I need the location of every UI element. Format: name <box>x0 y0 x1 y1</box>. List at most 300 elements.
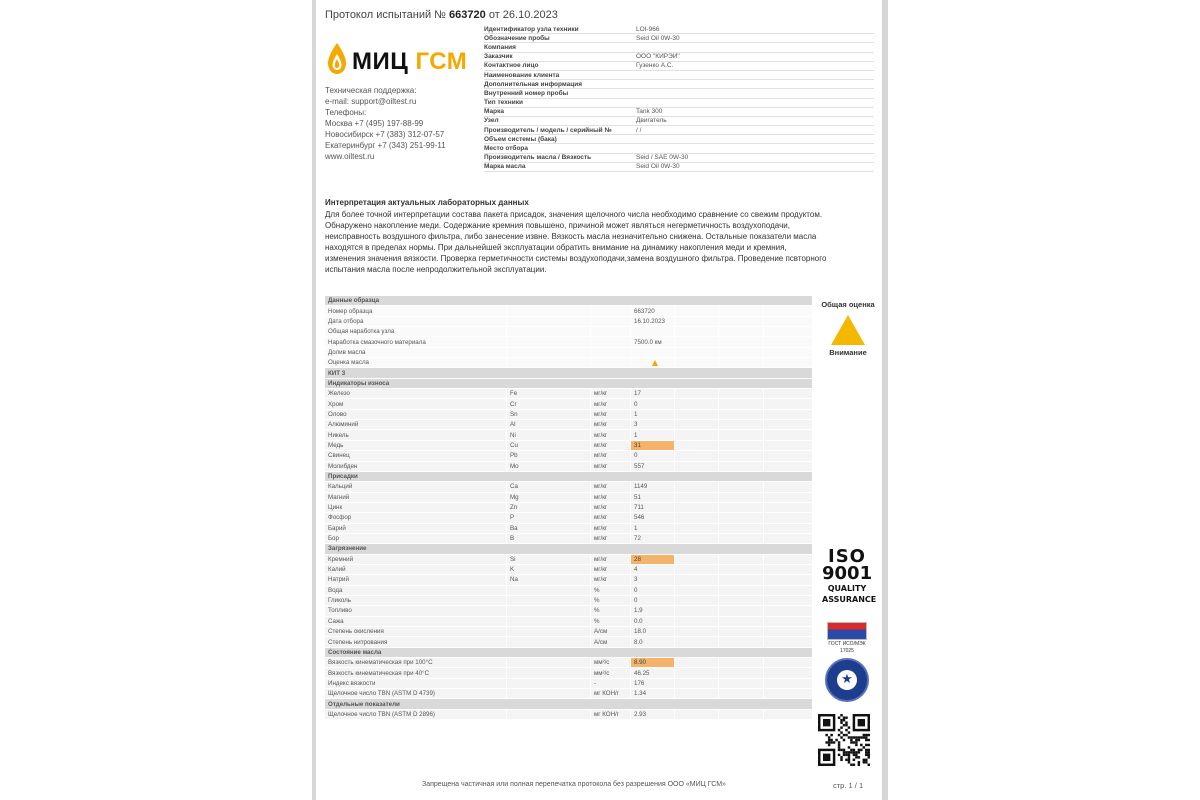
empty-cell <box>675 410 719 419</box>
info-label: Марка <box>484 108 504 116</box>
parameter-value: 1.34 <box>631 689 675 698</box>
table-row <box>325 430 812 440</box>
star-icon: ★ <box>841 671 853 686</box>
parameter-name: Хром <box>325 399 507 408</box>
parameter-symbol: Zn <box>507 503 591 512</box>
empty-cell <box>764 493 812 502</box>
sample-row <box>325 306 812 316</box>
empty-cell <box>591 317 631 326</box>
parameter-name: Бор <box>325 534 507 543</box>
interpretation-line: Для более точной интерпретации состава пакета присадок, значения щелочного числа необходимо сравнение со свежим продуктом. <box>325 210 823 219</box>
logo-part2: ГСМ <box>415 48 468 75</box>
empty-cell <box>764 627 812 636</box>
empty-cell <box>675 389 719 398</box>
empty-cell <box>675 679 719 688</box>
protocol-title <box>325 9 558 21</box>
empty-cell <box>719 710 764 719</box>
rating-label: Общая оценка <box>821 300 875 309</box>
parameter-value: 0 <box>631 586 675 595</box>
empty-cell <box>719 503 764 512</box>
empty-cell <box>719 524 764 533</box>
empty-cell <box>719 606 764 615</box>
warning-triangle-icon <box>831 315 865 345</box>
sample-field-name: Номер образца <box>325 306 507 315</box>
empty-cell <box>764 399 812 408</box>
table-row <box>325 575 812 585</box>
empty-cell <box>719 586 764 595</box>
title-prefix: Протокол испытаний № <box>325 9 446 21</box>
certification-seal-icon <box>825 658 869 702</box>
parameter-name: Степень нитрования <box>325 637 507 646</box>
parameter-unit: мг/кг <box>591 493 631 502</box>
section-title: Отдельные показатели <box>328 700 400 708</box>
empty-cell <box>719 410 764 419</box>
sample-field-value: 663720 <box>631 306 675 315</box>
parameter-name: Щелочное число TBN (ASTM D 4739) <box>325 689 507 698</box>
parameter-symbol <box>507 596 591 605</box>
empty-cell <box>719 389 764 398</box>
empty-cell <box>507 348 591 357</box>
empty-cell <box>675 358 719 367</box>
parameter-symbol: Pb <box>507 451 591 460</box>
empty-cell <box>719 668 764 677</box>
empty-cell <box>507 306 591 315</box>
parameter-name: Щелочное число TBN (ASTM D 2896) <box>325 710 507 719</box>
empty-cell <box>675 668 719 677</box>
parameter-unit: мм²/с <box>591 668 631 677</box>
parameter-unit: мг/кг <box>591 524 631 533</box>
empty-cell <box>719 689 764 698</box>
table-row <box>325 586 812 596</box>
empty-cell <box>719 637 764 646</box>
empty-cell <box>719 627 764 636</box>
parameter-symbol: Cr <box>507 399 591 408</box>
parameter-symbol: Si <box>507 555 591 564</box>
table-row <box>325 534 812 544</box>
empty-cell <box>719 658 764 667</box>
empty-cell <box>675 627 719 636</box>
empty-cell <box>764 689 812 698</box>
table-row <box>325 420 812 430</box>
empty-cell <box>764 710 812 719</box>
parameter-name: Алюминий <box>325 420 507 429</box>
parameter-value: 1.9 <box>631 606 675 615</box>
parameter-value: 18.0 <box>631 627 675 636</box>
contact-line: Телефоны: <box>325 108 367 117</box>
empty-cell <box>675 462 719 471</box>
table-row <box>325 462 812 472</box>
info-label: Тип техники <box>484 99 523 107</box>
info-row <box>484 99 874 108</box>
info-label: Место отбора <box>484 145 528 153</box>
info-row <box>484 108 874 117</box>
section-header <box>325 296 812 306</box>
empty-cell <box>675 306 719 315</box>
section-title: КИТ 3 <box>328 369 346 377</box>
section-title: Данные образца <box>328 297 380 305</box>
empty-cell <box>675 658 719 667</box>
parameter-unit: мг/кг <box>591 430 631 439</box>
empty-cell <box>507 358 591 367</box>
info-value: Seid / SAE 0W-30 <box>636 154 689 162</box>
parameter-value: 17 <box>631 389 675 398</box>
empty-cell <box>764 575 812 584</box>
parameter-name: Олово <box>325 410 507 419</box>
empty-cell <box>764 658 812 667</box>
parameter-symbol <box>507 689 591 698</box>
parameter-value: 546 <box>631 513 675 522</box>
empty-cell <box>764 451 812 460</box>
interpretation-block <box>325 197 870 275</box>
empty-cell <box>719 462 764 471</box>
empty-cell <box>719 555 764 564</box>
empty-cell <box>764 420 812 429</box>
parameter-name: Топливо <box>325 606 507 615</box>
parameter-value: 0 <box>631 399 675 408</box>
interpretation-line: испытания масла после непродолжительной эксплуатации. <box>325 265 547 274</box>
page-number: стр. 1 / 1 <box>833 781 864 790</box>
empty-cell <box>764 410 812 419</box>
table-row <box>325 658 812 668</box>
section-header <box>325 544 812 554</box>
info-row <box>484 144 874 153</box>
seal-center <box>837 670 857 690</box>
info-label: Заказчик <box>484 53 513 61</box>
info-row <box>484 43 874 52</box>
parameter-name: Магний <box>325 493 507 502</box>
company-logo <box>326 42 476 82</box>
info-label: Узел <box>484 117 499 125</box>
section-title: Присадки <box>328 473 358 481</box>
iso-line: ISO <box>828 546 866 567</box>
table-row <box>325 668 812 678</box>
empty-cell <box>764 337 812 346</box>
parameter-unit: мм²/с <box>591 658 631 667</box>
parameter-value: 1 <box>631 410 675 419</box>
qr-code[interactable] <box>818 714 870 766</box>
info-row <box>484 89 874 98</box>
gost-line: 17025 <box>840 648 854 654</box>
parameter-unit: мг КОН/г <box>591 689 631 698</box>
table-row <box>325 399 812 409</box>
parameter-symbol: Ba <box>507 524 591 533</box>
info-label: Внутренний номер пробы <box>484 89 569 97</box>
empty-cell <box>675 637 719 646</box>
info-row <box>484 154 874 163</box>
interpretation-line: Обнаружено накопление меди. Содержание кремния повышено, причиной может являться негерметичность воздухоподачи, <box>325 221 790 230</box>
right-scrollbar[interactable] <box>882 0 888 800</box>
info-label: Производитель масла / Вязкость <box>484 154 592 162</box>
parameter-value: 3 <box>631 575 675 584</box>
empty-cell <box>675 399 719 408</box>
empty-cell <box>675 493 719 502</box>
iso-line: 9001 <box>822 563 873 584</box>
parameter-value: 557 <box>631 462 675 471</box>
empty-cell <box>764 513 812 522</box>
sample-field-name: Оценка масла <box>325 358 507 367</box>
parameter-value-flagged: 28 <box>631 555 675 564</box>
gost-line: ГОСТ ИСО/МЭК <box>828 641 866 647</box>
table-row <box>325 689 812 699</box>
empty-cell <box>719 441 764 450</box>
info-label: Марка масла <box>484 163 526 171</box>
parameter-symbol <box>507 668 591 677</box>
parameter-name: Медь <box>325 441 507 450</box>
empty-cell <box>764 606 812 615</box>
info-value: / / <box>636 126 642 134</box>
overall-rating <box>814 300 882 357</box>
parameter-unit: мг/кг <box>591 451 631 460</box>
parameter-symbol: Cu <box>507 441 591 450</box>
parameter-value: 1149 <box>631 482 675 491</box>
parameter-symbol: Ca <box>507 482 591 491</box>
parameter-unit: А/см <box>591 637 631 646</box>
parameter-value: 4 <box>631 565 675 574</box>
empty-cell <box>719 348 764 357</box>
empty-cell <box>719 306 764 315</box>
empty-cell <box>675 503 719 512</box>
empty-cell <box>764 555 812 564</box>
info-row <box>484 117 874 126</box>
parameter-symbol: Na <box>507 575 591 584</box>
table-row <box>325 524 812 534</box>
contacts-block <box>325 85 446 162</box>
empty-cell <box>675 606 719 615</box>
info-value: Seid Oil 0W-30 <box>636 34 680 42</box>
table-row <box>325 637 812 647</box>
info-value: LOI-966 <box>636 25 660 33</box>
contact-website[interactable]: www.oiltest.ru <box>325 152 375 161</box>
contact-line: Техническая поддержка: <box>325 86 417 95</box>
contact-email[interactable]: e-mail: support@oiltest.ru <box>325 97 417 106</box>
sample-field-value <box>631 348 675 357</box>
parameter-name: Свинец <box>325 451 507 460</box>
iso-line: QUALITY <box>827 584 867 593</box>
table-row <box>325 513 812 523</box>
empty-cell <box>675 420 719 429</box>
empty-cell <box>764 348 812 357</box>
empty-cell <box>764 637 812 646</box>
empty-cell <box>591 327 631 336</box>
empty-cell <box>719 534 764 543</box>
empty-cell <box>764 358 812 367</box>
empty-cell <box>764 534 812 543</box>
parameter-name: Калий <box>325 565 507 574</box>
protocol-number: 663720 <box>449 9 486 21</box>
empty-cell <box>764 668 812 677</box>
section-header <box>325 648 812 658</box>
parameter-symbol: Mo <box>507 462 591 471</box>
parameter-unit: % <box>591 596 631 605</box>
sample-field-name: Наработка смазочного материала <box>325 337 507 346</box>
parameter-name: Вязкость кинематическая при 40°C <box>325 668 507 677</box>
info-row <box>484 126 874 135</box>
empty-cell <box>764 389 812 398</box>
parameter-symbol <box>507 637 591 646</box>
info-row <box>484 163 874 172</box>
empty-cell <box>675 617 719 626</box>
parameter-symbol: Al <box>507 420 591 429</box>
parameter-name: Кальций <box>325 482 507 491</box>
parameter-value: 3 <box>631 420 675 429</box>
section-header <box>325 699 812 709</box>
section-header <box>325 472 812 482</box>
parameter-name: Фосфор <box>325 513 507 522</box>
parameter-unit: мг/кг <box>591 534 631 543</box>
parameter-unit: мг/кг <box>591 420 631 429</box>
parameter-value: 51 <box>631 493 675 502</box>
empty-cell <box>675 482 719 491</box>
empty-cell <box>675 441 719 450</box>
parameter-symbol: Fe <box>507 389 591 398</box>
info-label: Производитель / модель / серийный № <box>484 126 612 134</box>
parameter-name: Железо <box>325 389 507 398</box>
info-value: Tank 300 <box>636 108 663 116</box>
empty-cell <box>507 327 591 336</box>
empty-cell <box>591 337 631 346</box>
section-title: Состояние масла <box>328 648 382 656</box>
parameter-value: 1 <box>631 430 675 439</box>
empty-cell <box>764 617 812 626</box>
parameter-value: 8.0 <box>631 637 675 646</box>
empty-cell <box>675 555 719 564</box>
empty-cell <box>719 493 764 502</box>
parameter-unit: А/см <box>591 627 631 636</box>
info-label: Компания <box>484 43 516 51</box>
info-label: Обозначение пробы <box>484 34 550 42</box>
info-row <box>484 53 874 62</box>
parameter-symbol: P <box>507 513 591 522</box>
parameter-name: Вязкость кинематическая при 100°C <box>325 658 507 667</box>
empty-cell <box>675 586 719 595</box>
logo-part1: МИЦ <box>352 48 409 75</box>
rating-status: Внимание <box>829 348 867 357</box>
parameter-name: Цинк <box>325 503 507 512</box>
empty-cell <box>764 679 812 688</box>
empty-cell <box>719 596 764 605</box>
iso-line: ASSURANCE <box>822 595 877 604</box>
sample-row <box>325 327 812 337</box>
parameter-value-flagged: 31 <box>631 441 675 450</box>
parameter-value: 0 <box>631 596 675 605</box>
sample-field-value <box>631 327 675 336</box>
parameter-value: 72 <box>631 534 675 543</box>
logo-wordmark <box>352 48 467 76</box>
table-row <box>325 606 812 616</box>
empty-cell <box>675 596 719 605</box>
table-row <box>325 451 812 461</box>
empty-cell <box>719 430 764 439</box>
interpretation-line: изменения значения вязкости. Проверка герметичности системы воздухоподачи,замена воздушного фильтра. Проведение псвторного <box>325 254 827 263</box>
info-value: ООО "КИРЭЙ" <box>636 53 680 61</box>
parameter-name: Вода <box>325 586 507 595</box>
parameter-unit: мг КОН/г <box>591 710 631 719</box>
sample-info-table <box>484 25 874 172</box>
empty-cell <box>591 358 631 367</box>
sample-field-name: Долив масла <box>325 348 507 357</box>
parameter-value: 176 <box>631 679 675 688</box>
parameter-unit: мг/кг <box>591 503 631 512</box>
sample-field-value <box>631 358 675 367</box>
empty-cell <box>675 337 719 346</box>
empty-cell <box>719 317 764 326</box>
oil-drop-icon <box>326 42 348 76</box>
parameter-symbol <box>507 586 591 595</box>
empty-cell <box>675 348 719 357</box>
parameter-unit: мг/кг <box>591 565 631 574</box>
interpretation-line: неисправность воздушного фильтра, либо занесение извне. Вязкость масла незначительно снижена. Остальные показатели масла <box>325 232 817 241</box>
parameter-name: Индекс вязкости <box>325 679 507 688</box>
empty-cell <box>764 586 812 595</box>
empty-cell <box>719 679 764 688</box>
empty-cell <box>719 327 764 336</box>
empty-cell <box>675 327 719 336</box>
empty-cell <box>675 317 719 326</box>
gost-accreditation-badge <box>824 622 870 654</box>
parameter-unit: мг/кг <box>591 575 631 584</box>
parameter-value: 1 <box>631 524 675 533</box>
parameter-unit: мг/кг <box>591 410 631 419</box>
sample-row <box>325 358 812 368</box>
footer-notice: Запрещена частичная или полная перепечатка протокола без разрешения ООО «МИЦ ГСМ» <box>422 781 726 788</box>
empty-cell <box>719 565 764 574</box>
parameter-unit: % <box>591 617 631 626</box>
empty-cell <box>719 420 764 429</box>
empty-cell <box>591 348 631 357</box>
empty-cell <box>764 503 812 512</box>
empty-cell <box>675 575 719 584</box>
parameter-symbol: Ni <box>507 430 591 439</box>
document-page <box>316 0 882 800</box>
parameter-symbol <box>507 627 591 636</box>
sample-field-name: Общая наработка узла <box>325 327 507 336</box>
empty-cell <box>764 462 812 471</box>
empty-cell <box>675 710 719 719</box>
parameter-unit: мг/кг <box>591 482 631 491</box>
parameter-unit: мг/кг <box>591 389 631 398</box>
info-row <box>484 80 874 89</box>
parameter-symbol: Mg <box>507 493 591 502</box>
table-row <box>325 596 812 606</box>
empty-cell <box>764 317 812 326</box>
warning-triangle-icon <box>652 360 658 366</box>
empty-cell <box>719 513 764 522</box>
parameter-symbol <box>507 710 591 719</box>
empty-cell <box>719 482 764 491</box>
table-row <box>325 410 812 420</box>
parameter-name: Степень окисления <box>325 627 507 636</box>
parameter-name: Сажа <box>325 617 507 626</box>
info-value: Гузенко А.С. <box>636 62 674 70</box>
parameter-name: Никель <box>325 430 507 439</box>
empty-cell <box>764 565 812 574</box>
parameter-value: 0.0 <box>631 617 675 626</box>
parameter-symbol <box>507 617 591 626</box>
table-row <box>325 710 812 720</box>
empty-cell <box>719 451 764 460</box>
empty-cell <box>764 596 812 605</box>
parameter-name: Гликоль <box>325 596 507 605</box>
info-value: Двигатель <box>636 117 667 125</box>
protocol-date: от 26.10.2023 <box>488 9 558 21</box>
parameter-name: Кремний <box>325 555 507 564</box>
empty-cell <box>719 337 764 346</box>
empty-cell <box>764 327 812 336</box>
info-label: Контактное лицо <box>484 62 539 70</box>
section-header <box>325 379 812 389</box>
parameter-unit: мг/кг <box>591 399 631 408</box>
parameter-value: 711 <box>631 503 675 512</box>
